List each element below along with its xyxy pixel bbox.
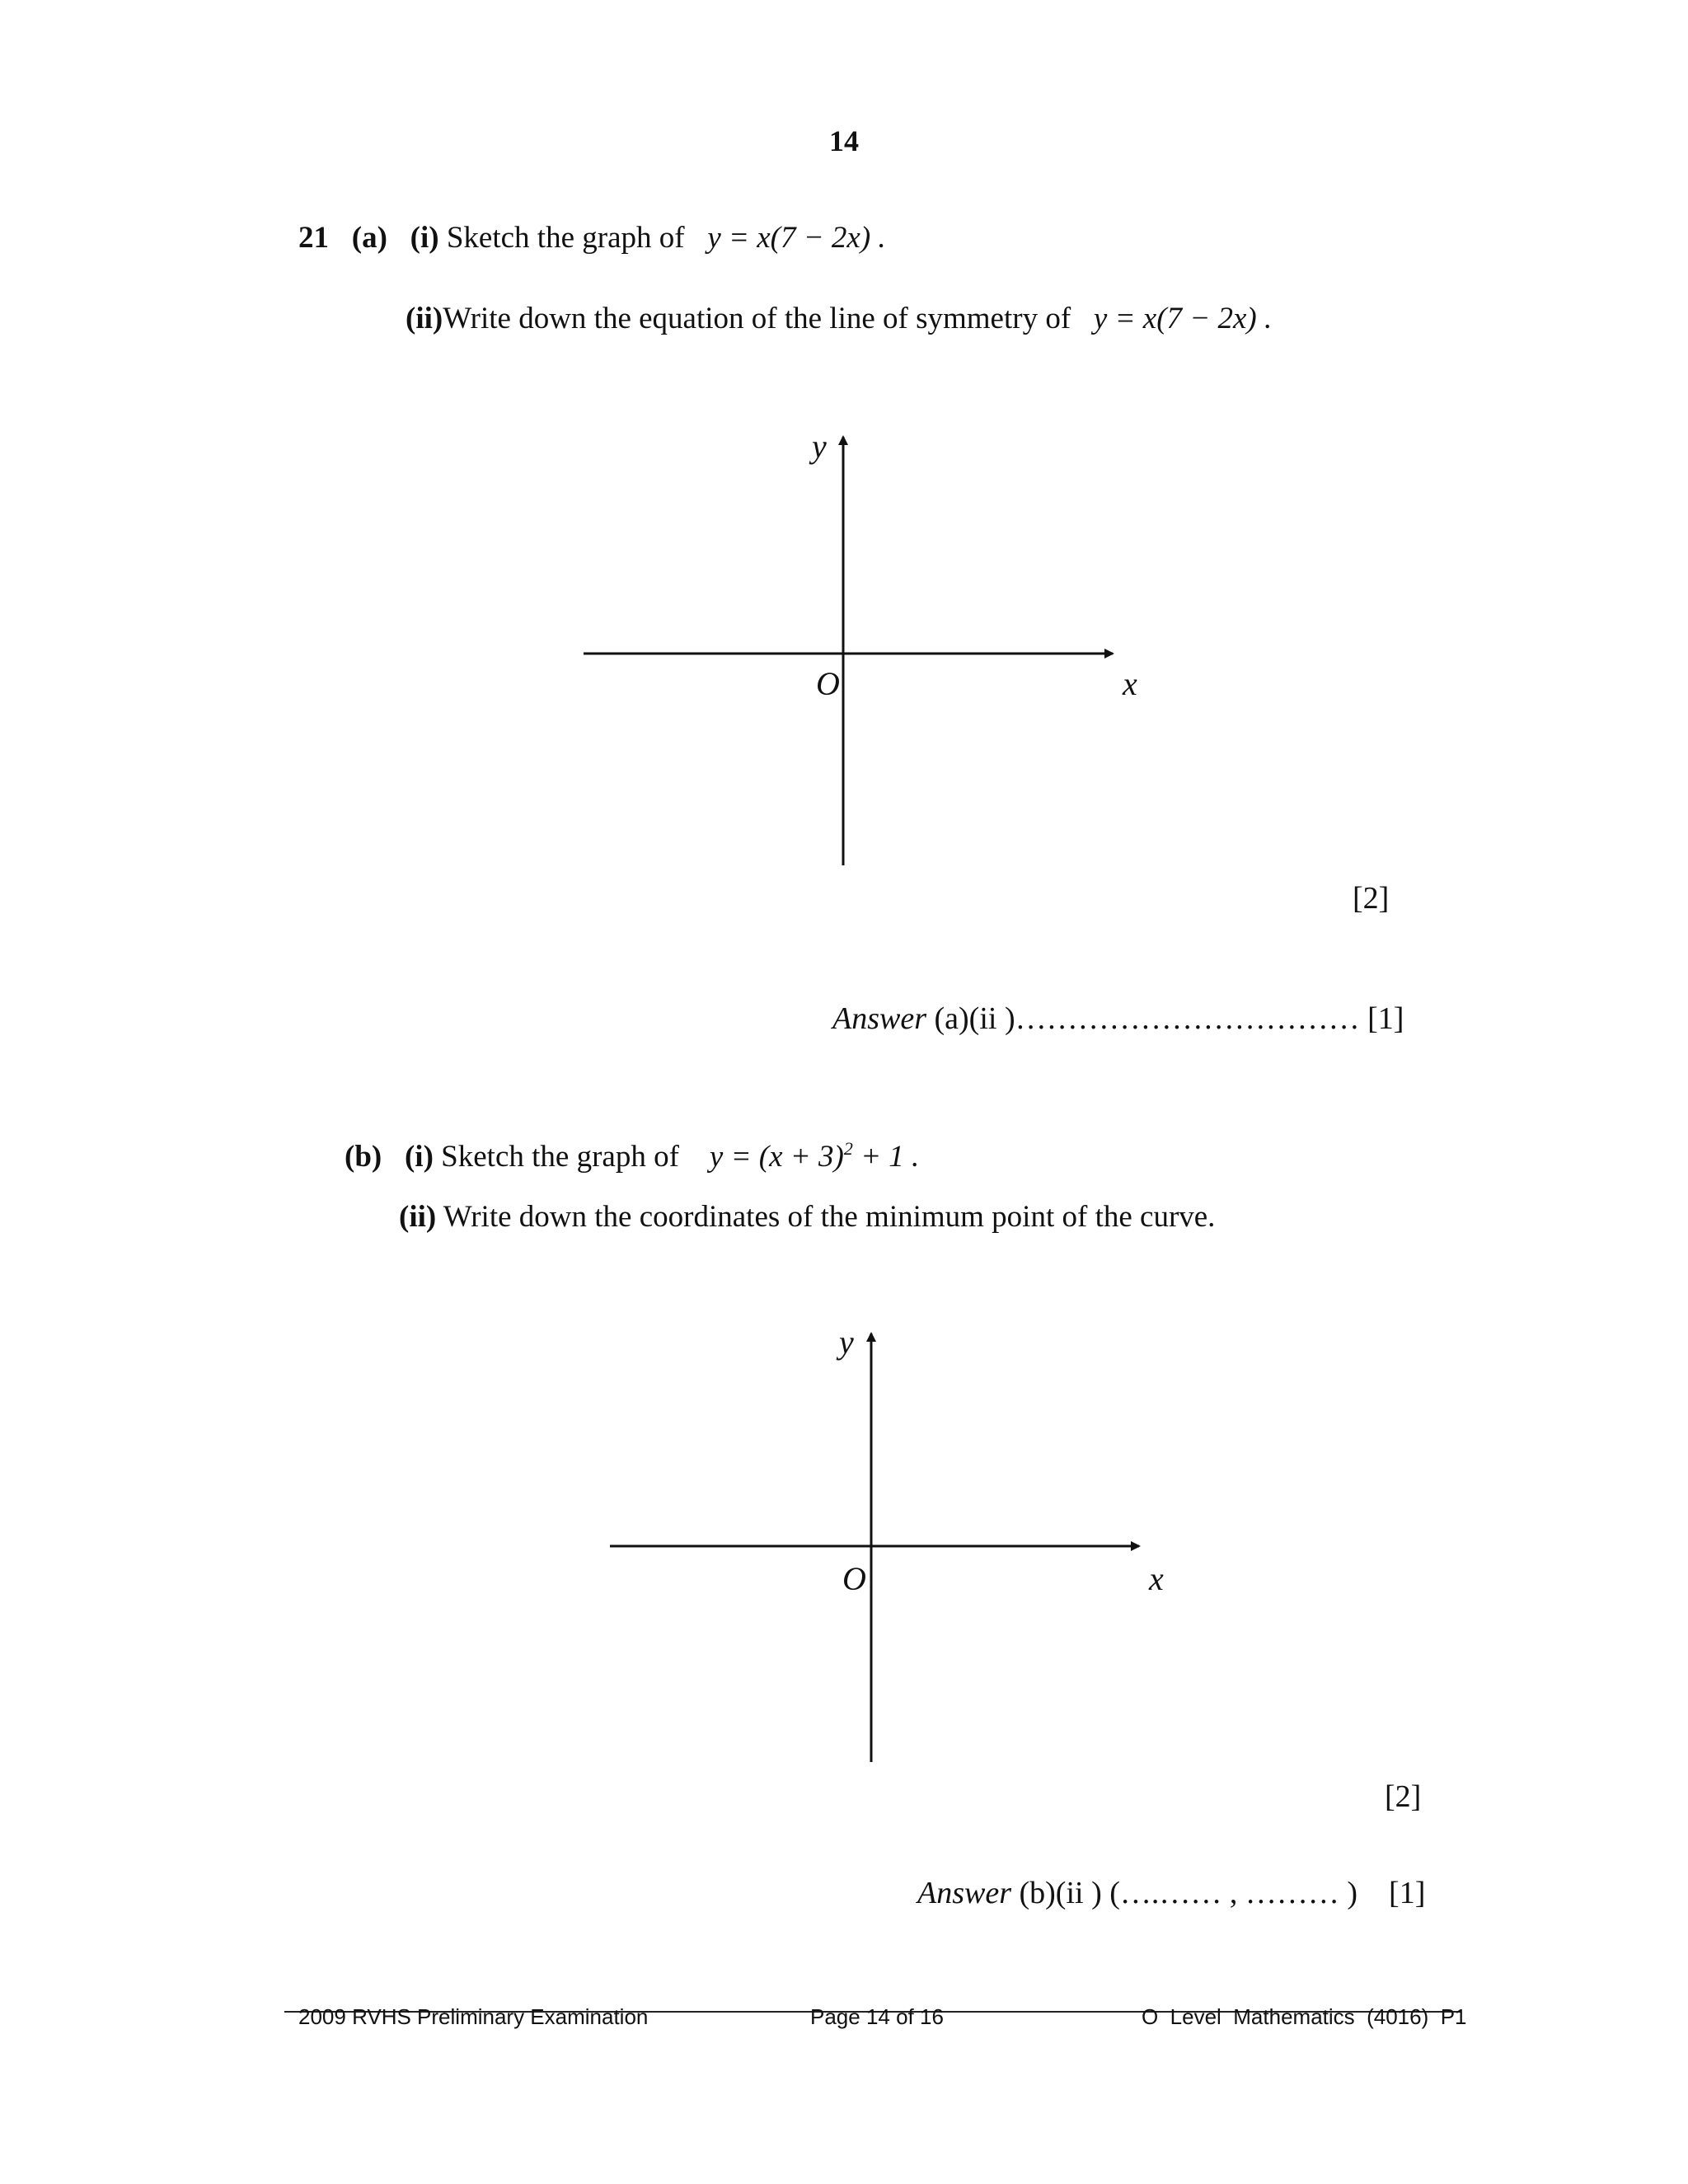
part-b-ii-label: (ii) — [399, 1200, 437, 1234]
part-a-i-text: Sketch the graph of — [446, 221, 685, 255]
part-a-ii-text: Write down the equation of the line of symmetry of — [443, 302, 1071, 335]
part-b-i-label: (i) — [404, 1140, 434, 1174]
part-a-ii-label: (ii) — [406, 302, 443, 335]
part-a-i-label: (i) — [410, 221, 439, 255]
axis-b-x-label: x — [1149, 1560, 1164, 1597]
part-a-sketch-marks: [2] — [1353, 881, 1390, 916]
part-b-i-text: Sketch the graph of — [441, 1140, 679, 1174]
axis-b-origin-label: O — [842, 1560, 866, 1597]
part-a-ii-equation: y = x(7 − 2x) . — [1093, 302, 1273, 335]
axis-a-origin-label: O — [816, 665, 840, 702]
part-a-i-equation: y = x(7 − 2x) . — [707, 221, 886, 255]
answer-b-part: (b)(ii ) — [1019, 1876, 1102, 1910]
part-b-i-equation: $y = (x + 3)^2 + 1$ . — [709, 1138, 920, 1174]
axis-a-x-label: x — [1123, 665, 1137, 702]
answer-a-marks: [1] — [1367, 1001, 1404, 1036]
answer-b-field[interactable]: (….…… , ……… ) — [1109, 1876, 1358, 1910]
question-number: 21 — [298, 221, 329, 255]
question-a-i-line — [298, 223, 886, 253]
question-a-ii-line — [406, 303, 1272, 334]
answer-b-label: Answer — [917, 1876, 1011, 1910]
footer-right: O Level Mathematics (4016) P1 — [1142, 2004, 1467, 2029]
axes-a — [577, 429, 1121, 874]
axis-b-y-label: y — [839, 1324, 854, 1361]
answer-b-line — [917, 1875, 1425, 1911]
part-b-sketch-marks: [2] — [1385, 1779, 1422, 1814]
part-a-label: (a) — [351, 221, 387, 255]
answer-b-marks: [1] — [1389, 1876, 1426, 1910]
footer-left: 2009 RVHS Preliminary Examination — [298, 2004, 649, 2029]
axes-b — [603, 1325, 1147, 1770]
answer-a-part: (a)(ii ) — [934, 1001, 1015, 1036]
answer-a-line — [832, 1001, 1404, 1037]
question-b-i-line — [345, 1138, 920, 1174]
axis-a-y-label: y — [812, 428, 827, 465]
answer-a-field[interactable]: …………………………… — [1015, 1001, 1360, 1036]
part-b-label: (b) — [345, 1140, 382, 1174]
part-b-ii-text: Write down the coordinates of the minimum point of the curve. — [443, 1200, 1216, 1234]
question-b-ii-line — [399, 1202, 1215, 1232]
answer-a-label: Answer — [832, 1001, 926, 1036]
page-number: 14 — [829, 124, 859, 157]
footer-center: Page 14 of 16 — [810, 2004, 944, 2029]
